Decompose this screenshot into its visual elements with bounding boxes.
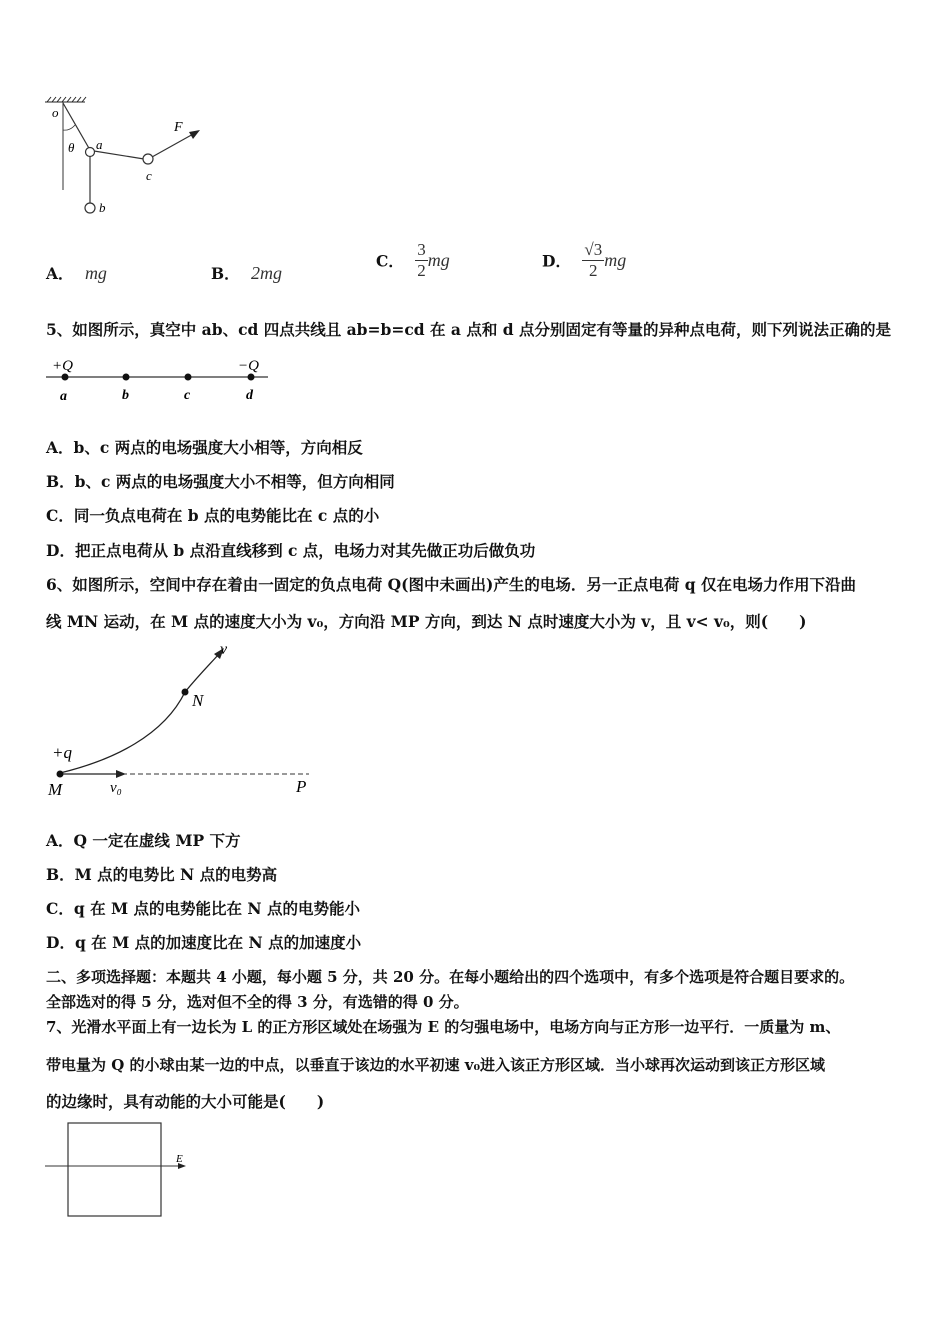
label-m: M — [48, 780, 63, 799]
q6-option-c: C．q 在 M 点的电势能比在 N 点的电势能小 — [46, 899, 360, 918]
velocity-v0-arrowhead — [116, 770, 126, 778]
label-b: b — [122, 388, 129, 403]
label-b: b — [99, 200, 106, 215]
point-b — [123, 374, 130, 381]
force-f-arrowhead — [189, 130, 200, 139]
q6-option-d: D．q 在 M 点的加速度比在 N 点的加速度小 — [46, 933, 362, 952]
q4-option-b-expr: 2mg — [251, 263, 283, 283]
q5-figure — [44, 352, 274, 404]
point-d — [248, 374, 255, 381]
label-plus-q: +q — [52, 743, 72, 762]
q5-option-b: B．b、c 两点的电场强度大小不相等，但方向相同 — [46, 472, 395, 491]
q4-option-d-fraction: $\frac{√3}{2}$ — [584, 240, 603, 280]
q4-option-b: B． 2mg — [211, 263, 283, 283]
q4-option-a-expr: mg — [84, 263, 107, 283]
q4-figure — [40, 95, 220, 225]
label-o: o — [52, 105, 59, 120]
q4-option-a: A． mg — [46, 263, 107, 283]
label-v0: v₀ — [110, 780, 122, 796]
q7-line3: 的边缘时，具有动能的大小可能是( ) — [46, 1092, 325, 1111]
label-v: v — [220, 641, 228, 658]
force-f-line — [152, 133, 195, 157]
label-p: P — [296, 777, 307, 796]
point-n — [182, 689, 189, 696]
q4-option-d-expr: mg — [604, 250, 627, 270]
q4-option-c: C． $\frac{3}{2}$ mg — [376, 240, 450, 280]
q7-line2: 带电量为 Q 的小球由某一边的中点，以垂直于该边的水平初速 v₀进入该正方形区域．当小球再次运动到该正方形区域 — [46, 1056, 826, 1074]
q6-stem-line1: 6、如图所示，空间中存在着由一固定的负点电荷 Q(图中未画出)产生的电场．另一正点电荷 q 仅在电场力作用下沿曲 — [46, 575, 856, 594]
q6-stem-line2: 线 MN 运动，在 M 点的速度大小为 v₀，方向沿 MP 方向，到达 N 点时速度大小为 v，且 v< v₀，则( ) — [46, 612, 807, 631]
section2-line1: 二、多项选择题：本题共 4 小题，每小题 5 分，共 20 分。在每小题给出的四个选项中，有多个选项是符合题目要求的。 — [46, 968, 855, 986]
q5-option-a: A．b、c 两点的电场强度大小相等，方向相反 — [46, 438, 363, 457]
ball-a — [86, 148, 95, 157]
point-m — [57, 771, 64, 778]
q5-option-c: C．同一负点电荷在 b 点的电势能比在 c 点的小 — [46, 506, 380, 525]
label-theta: θ — [68, 140, 75, 155]
q5-option-d: D．把正点电荷从 b 点沿直线移到 c 点，电场力对其先做正功后做负功 — [46, 541, 536, 560]
label-n: N — [192, 691, 204, 710]
point-c — [185, 374, 192, 381]
label-f: F — [174, 120, 183, 135]
label-e: E — [176, 1153, 183, 1165]
ball-c — [143, 154, 153, 164]
q5-stem: 5、如图所示，真空中 ab、cd 四点共线且 ab=b=cd 在 a 点和 d 点分别固定有等量的异种点电荷，则下列说法正确的是 — [46, 320, 891, 339]
label-d: d — [246, 388, 253, 403]
label-plus-q: +Q — [52, 358, 73, 374]
trajectory-curve — [60, 654, 219, 773]
label-a: a — [96, 137, 103, 152]
label-c: c — [146, 168, 152, 183]
q6-option-a: A．Q 一定在虚线 MP 下方 — [46, 831, 241, 850]
q6-figure — [44, 640, 324, 802]
label-c: c — [184, 388, 191, 403]
theta-arc — [63, 125, 75, 130]
ball-b — [85, 203, 95, 213]
q4-option-c-fraction: $\frac{3}{2}$ — [417, 240, 426, 280]
label-a: a — [60, 389, 67, 404]
point-a — [62, 374, 69, 381]
label-minus-q: −Q — [238, 358, 259, 374]
string-ac — [94, 151, 144, 159]
q7-figure — [42, 1120, 192, 1220]
section2-line2: 全部选对的得 5 分，选对但不全的得 3 分，有选错的得 0 分。 — [46, 993, 469, 1011]
ceiling-hatch — [45, 97, 86, 102]
q7-line1: 7、光滑水平面上有一边长为 L 的正方形区域处在场强为 E 的匀强电场中，电场方向与正方形一边平行．一质量为 m、 — [46, 1018, 841, 1036]
q6-option-b: B．M 点的电势比 N 点的电势高 — [46, 865, 278, 884]
q4-option-d: D． $\frac{√3}{2}$ mg — [542, 240, 627, 280]
q4-option-c-expr: mg — [427, 250, 450, 270]
square-region — [68, 1123, 161, 1216]
